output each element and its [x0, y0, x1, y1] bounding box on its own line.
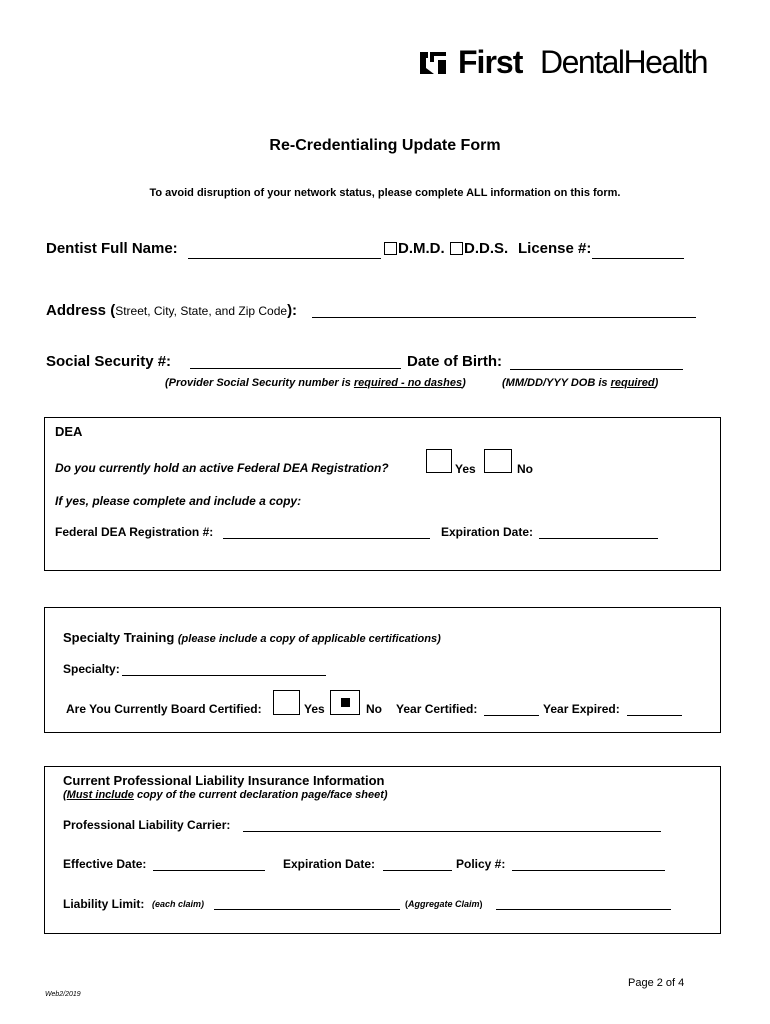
ssn-note-prefix: (Provider Social Security number is — [165, 377, 354, 389]
board-yes-checkbox[interactable] — [273, 690, 300, 715]
aggregate-claim-label — [405, 899, 483, 909]
policy-label: Policy #: — [456, 857, 506, 871]
aggregate-text: Aggregate Claim — [408, 899, 480, 909]
specialty-heading-row — [63, 630, 441, 645]
insurance-note-underlined: Must include — [66, 789, 134, 801]
dmd-label: D.M.D. — [398, 240, 445, 257]
board-no-checkbox[interactable] — [330, 690, 360, 715]
liability-limit-label: Liability Limit: — [63, 897, 145, 911]
aggregate-prefix: ( — [405, 899, 408, 909]
each-claim-field[interactable] — [214, 909, 400, 910]
dea-registration-field[interactable] — [223, 538, 430, 539]
aggregate-claim-field[interactable] — [496, 909, 671, 910]
address-label-detail: Street, City, State, and Zip Code — [115, 304, 288, 318]
logo-word-first: First — [458, 44, 523, 80]
dob-note-prefix: (MM/DD/YYY DOB is — [502, 377, 611, 389]
dmd-checkbox[interactable] — [384, 242, 397, 255]
dea-no-checkbox[interactable] — [484, 449, 512, 473]
ssn-note-suffix: ) — [462, 377, 466, 389]
specialty-heading-note: (please include a copy of applicable certifications) — [177, 633, 441, 645]
insurance-expiration-field[interactable] — [383, 870, 452, 871]
dob-note-suffix: ) — [654, 377, 659, 389]
form-instructions: To avoid disruption of your network status, please complete ALL information on this form. — [149, 187, 621, 199]
page-number: Page 2 of 4 — [628, 977, 685, 989]
revision-code: Web2/2019 — [45, 991, 81, 998]
insurance-note — [63, 789, 388, 801]
dds-checkbox[interactable] — [450, 242, 463, 255]
insurance-heading: Current Professional Liability Insurance Information — [63, 773, 385, 788]
year-certified-field[interactable] — [484, 715, 539, 716]
dea-expiration-field[interactable] — [539, 538, 658, 539]
year-expired-label: Year Expired: — [543, 702, 620, 716]
board-certified-label: Are You Currently Board Certified: — [66, 702, 262, 716]
address-field[interactable] — [312, 317, 696, 318]
specialty-heading: Specialty Training — [63, 630, 175, 645]
board-yes-label: Yes — [304, 702, 325, 716]
carrier-field[interactable] — [243, 831, 661, 832]
dea-yes-checkbox[interactable] — [426, 449, 452, 473]
address-label-start: Address ( — [46, 302, 116, 319]
dentist-name-label: Dentist Full Name: — [46, 240, 178, 257]
tooth-logo-icon — [418, 48, 448, 78]
ssn-note-underlined: required - no dashes — [353, 377, 463, 389]
ssn-field[interactable] — [190, 368, 401, 369]
dea-question: Do you currently hold an active Federal DEA Registration? — [55, 461, 389, 475]
dds-label: D.D.S. — [464, 240, 509, 257]
policy-field[interactable] — [512, 870, 665, 871]
effective-date-field[interactable] — [153, 870, 265, 871]
ssn-note — [165, 377, 466, 389]
license-label: License #: — [518, 240, 592, 257]
insurance-note-suffix: copy of the current declaration page/face sheet) — [133, 789, 388, 801]
dentist-name-field[interactable] — [188, 258, 381, 259]
insurance-note-prefix: ( — [63, 789, 67, 801]
year-certified-label: Year Certified: — [396, 702, 478, 716]
dea-registration-label: Federal DEA Registration #: — [55, 525, 214, 539]
each-claim-label: (each claim) — [152, 899, 205, 909]
dea-expiration-label: Expiration Date: — [441, 525, 534, 539]
aggregate-suffix: ) — [479, 899, 483, 909]
dea-heading: DEA — [55, 424, 83, 439]
effective-date-label: Effective Date: — [63, 857, 147, 871]
address-label-end: ): — [287, 302, 298, 319]
logo-word-dental-health: DentalHealth — [540, 44, 707, 80]
specialty-field[interactable] — [122, 675, 326, 676]
form-title: Re-Credentialing Update Form — [269, 137, 501, 154]
board-no-label: No — [366, 702, 382, 716]
dob-field[interactable] — [510, 369, 683, 370]
dob-label: Date of Birth: — [407, 353, 502, 370]
year-expired-field[interactable] — [627, 715, 682, 716]
ssn-label: Social Security #: — [46, 353, 172, 370]
address-label — [46, 302, 297, 319]
license-field[interactable] — [592, 258, 684, 259]
carrier-label: Professional Liability Carrier: — [63, 818, 231, 832]
dea-if-yes: If yes, please complete and include a copy: — [55, 494, 302, 508]
specialty-label: Specialty: — [63, 662, 120, 676]
dea-no-label: No — [517, 462, 533, 476]
insurance-expiration-label: Expiration Date: — [283, 857, 376, 871]
dob-note-underlined: required — [610, 377, 655, 389]
dob-note — [502, 377, 658, 389]
dea-yes-label: Yes — [455, 462, 476, 476]
